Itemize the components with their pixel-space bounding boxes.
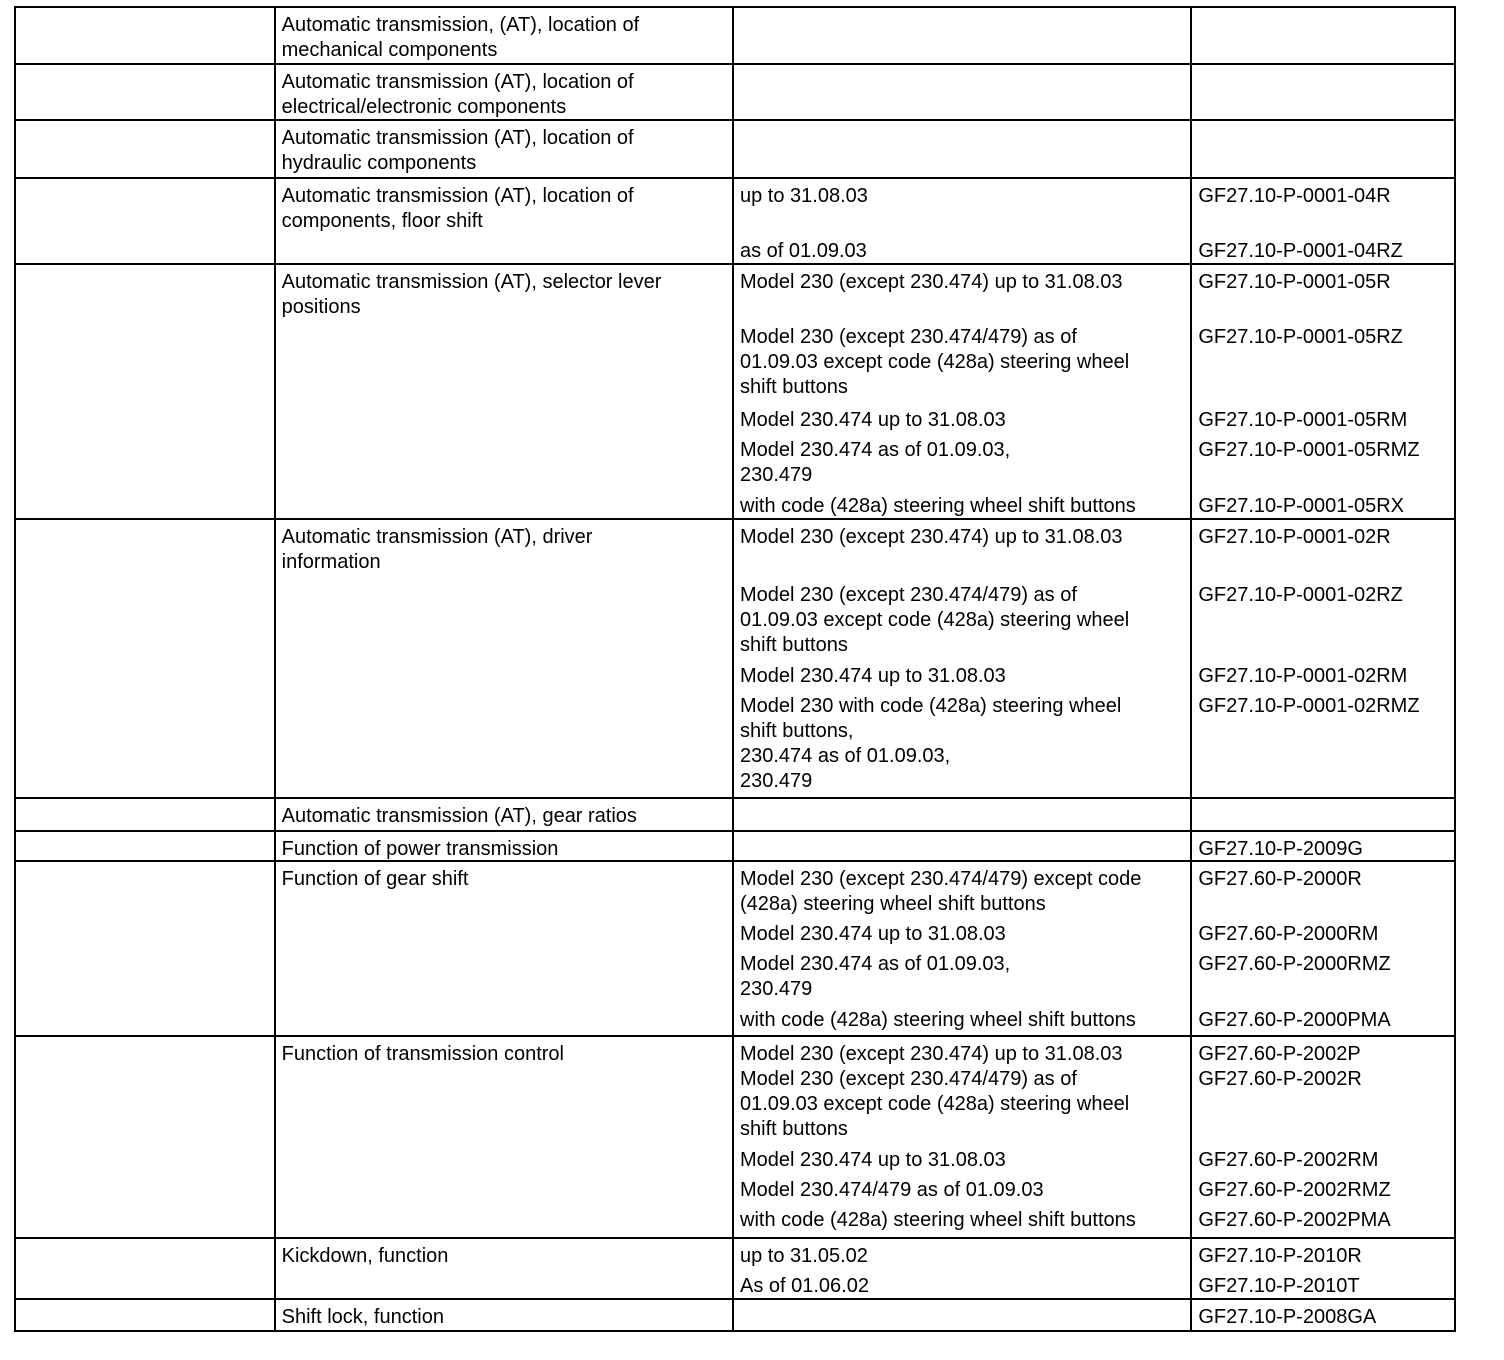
condition-text: Model 230 with code (428a) steering wheel shift buttons, 230.474 as of 01.09.03, 230.479 — [740, 695, 1122, 792]
topic-cell: Shift lock, function — [276, 1300, 734, 1330]
document-number: GF27.60-P-2002PMA — [1198, 1209, 1391, 1231]
document-number: GF27.60-P-2000R — [1198, 868, 1362, 890]
condition-cell — [734, 799, 1192, 830]
reference-table — [14, 6, 1456, 1332]
topic-cell: Automatic transmission (AT), location of hydraulic components — [276, 121, 734, 177]
condition-cell — [734, 520, 1192, 797]
document-number: GF27.10-P-2009G — [1198, 838, 1363, 860]
blank-cell — [16, 862, 276, 1035]
topic-cell: Kickdown, function — [276, 1239, 734, 1298]
document-cell — [1192, 1300, 1454, 1330]
condition-cell — [734, 8, 1192, 63]
topic-cell: Automatic transmission (AT), selector lever positions — [276, 265, 734, 518]
table-row — [14, 121, 1456, 179]
document-cell — [1192, 1037, 1454, 1237]
blank-cell — [16, 179, 276, 263]
topic-cell: Function of power transmission — [276, 832, 734, 860]
table-row — [14, 1300, 1456, 1332]
document-number: GF27.10-P-0001-05RX — [1198, 495, 1405, 517]
blank-cell — [16, 1239, 276, 1298]
document-cell — [1192, 179, 1454, 263]
table-row — [14, 520, 1456, 799]
document-cell — [1192, 832, 1454, 860]
table-row — [14, 6, 1456, 65]
blank-cell — [16, 1037, 276, 1237]
condition-text: up to 31.08.03 — [740, 185, 868, 207]
document-number: GF27.60-P-2000PMA — [1198, 1009, 1391, 1031]
condition-text: Model 230 (except 230.474) up to 31.08.03 — [740, 1043, 1123, 1065]
table-row — [14, 832, 1456, 862]
document-number: GF27.60-P-2002P — [1198, 1043, 1361, 1065]
document-number: GF27.10-P-0001-02RZ — [1198, 584, 1403, 606]
table-row — [14, 65, 1456, 121]
condition-text: Model 230.474 as of 01.09.03, 230.479 — [740, 439, 1011, 486]
blank-cell — [16, 265, 276, 518]
topic-cell: Automatic transmission (AT), gear ratios — [276, 799, 734, 830]
document-cell — [1192, 8, 1454, 63]
table-row — [14, 1037, 1456, 1239]
document-cell — [1192, 520, 1454, 797]
document-number: GF27.60-P-2000RM — [1198, 923, 1379, 945]
blank-cell — [16, 65, 276, 119]
condition-text: Model 230.474 up to 31.08.03 — [740, 409, 1006, 431]
condition-text: Model 230 (except 230.474/479) except code (428a) steering wheel shift buttons — [740, 868, 1142, 915]
document-number: GF27.60-P-2000RMZ — [1198, 953, 1391, 975]
condition-cell — [734, 265, 1192, 518]
condition-text: with code (428a) steering wheel shift buttons — [740, 1009, 1136, 1031]
condition-text: with code (428a) steering wheel shift buttons — [740, 1209, 1136, 1231]
condition-text: Model 230.474 up to 31.08.03 — [740, 1149, 1006, 1171]
blank-cell — [16, 8, 276, 63]
condition-text: Model 230.474/479 as of 01.09.03 — [740, 1179, 1044, 1201]
topic-cell: Function of gear shift — [276, 862, 734, 1035]
condition-text: with code (428a) steering wheel shift buttons — [740, 495, 1136, 517]
condition-cell — [734, 179, 1192, 263]
topic-cell: Automatic transmission (AT), location of components, floor shift — [276, 179, 734, 263]
condition-text: Model 230 (except 230.474/479) as of 01.09.03 except code (428a) steering wheel shift buttons — [740, 326, 1130, 398]
document-number: GF27.10-P-2010T — [1198, 1275, 1360, 1297]
condition-cell — [734, 1239, 1192, 1298]
blank-cell — [16, 1300, 276, 1330]
condition-text: Model 230.474 up to 31.08.03 — [740, 923, 1006, 945]
condition-cell — [734, 1037, 1192, 1237]
document-number: GF27.10-P-0001-05RMZ — [1198, 439, 1420, 461]
document-cell — [1192, 265, 1454, 518]
topic-cell: Automatic transmission, (AT), location of mechanical components — [276, 8, 734, 63]
condition-text: up to 31.05.02 — [740, 1245, 868, 1267]
blank-cell — [16, 799, 276, 830]
document-number: GF27.10-P-0001-02RM — [1198, 665, 1408, 687]
condition-cell — [734, 65, 1192, 119]
document-cell — [1192, 799, 1454, 830]
table-row — [14, 265, 1456, 520]
topic-cell: Automatic transmission (AT), driver information — [276, 520, 734, 797]
topic-cell: Automatic transmission (AT), location of electrical/electronic components — [276, 65, 734, 119]
condition-text: Model 230 (except 230.474) up to 31.08.03 — [740, 526, 1123, 548]
document-cell — [1192, 121, 1454, 177]
document-number: GF27.60-P-2002RM — [1198, 1149, 1379, 1171]
blank-cell — [16, 121, 276, 177]
condition-text: Model 230 (except 230.474) up to 31.08.03 — [740, 271, 1123, 293]
condition-cell — [734, 121, 1192, 177]
condition-cell — [734, 1300, 1192, 1330]
condition-text: Model 230.474 as of 01.09.03, 230.479 — [740, 953, 1011, 1000]
document-number: GF27.10-P-0001-02R — [1198, 526, 1391, 548]
document-cell — [1192, 1239, 1454, 1298]
document-number: GF27.10-P-2010R — [1198, 1245, 1362, 1267]
document-number: GF27.10-P-0001-04RZ — [1198, 240, 1403, 262]
condition-cell — [734, 862, 1192, 1035]
condition-text: As of 01.06.02 — [740, 1275, 869, 1297]
condition-text: Model 230 (except 230.474/479) as of 01.09.03 except code (428a) steering wheel shift buttons — [740, 1068, 1130, 1140]
blank-cell — [16, 832, 276, 860]
table-row — [14, 799, 1456, 832]
table-row — [14, 862, 1456, 1037]
condition-text: Model 230.474 up to 31.08.03 — [740, 665, 1006, 687]
topic-cell: Function of transmission control — [276, 1037, 734, 1237]
condition-text: Model 230 (except 230.474/479) as of 01.09.03 except code (428a) steering wheel shift buttons — [740, 584, 1130, 656]
document-number: GF27.10-P-0001-05RM — [1198, 409, 1408, 431]
blank-cell — [16, 520, 276, 797]
table-row — [14, 179, 1456, 265]
document-cell — [1192, 862, 1454, 1035]
document-number: GF27.10-P-0001-05RZ — [1198, 326, 1403, 348]
document-cell — [1192, 65, 1454, 119]
document-number: GF27.10-P-0001-04R — [1198, 185, 1391, 207]
condition-text: as of 01.09.03 — [740, 240, 867, 262]
document-number: GF27.10-P-2008GA — [1198, 1306, 1377, 1328]
document-number: GF27.60-P-2002R — [1198, 1068, 1362, 1090]
condition-cell — [734, 832, 1192, 860]
table-row — [14, 1239, 1456, 1300]
document-number: GF27.10-P-0001-02RMZ — [1198, 695, 1420, 717]
document-number: GF27.10-P-0001-05R — [1198, 271, 1391, 293]
document-number: GF27.60-P-2002RMZ — [1198, 1179, 1391, 1201]
